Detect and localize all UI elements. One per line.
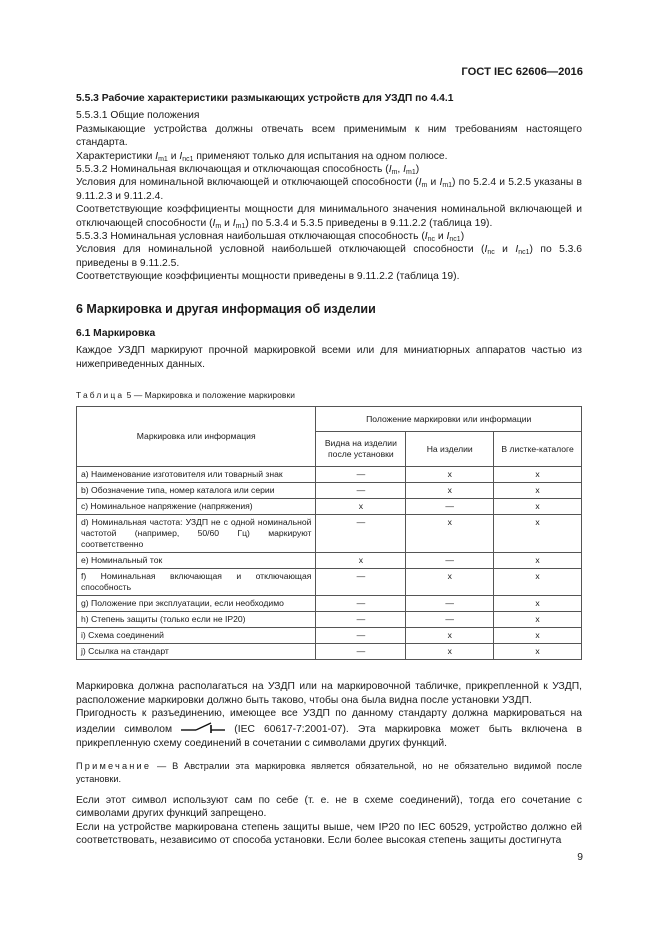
section-6-title: 6 Маркировка и другая информация об изделии: [76, 301, 376, 316]
table-header-on-product: На изделии: [406, 432, 494, 467]
table-cell-catalogue: x: [494, 483, 582, 499]
isolation-symbol-paragraph: Пригодность к разъединению, имеющее все УЗДП по данному стандарту должна маркироваться на изделии символом (IEC 60617-7:2001-07). Эта маркировка может быть включена в прикрепленную схему соединений в сочетании с символами других функций.: [76, 708, 582, 749]
characteristics-paragraph: Характеристики $I_{m1}$ и $I_{nc1}$ применяют только для испытания на одном полюсе.: [76, 150, 448, 163]
table-cell-on-product: —: [406, 596, 494, 612]
isolation-symbol-icon: [181, 721, 225, 737]
table-cell-on-product: —: [406, 612, 494, 628]
document-header: ГОСТ IEC 62606—2016: [461, 66, 583, 78]
table-cell-on-product: —: [406, 499, 494, 515]
table-row: [77, 499, 582, 515]
table-cell-visible: —: [316, 467, 406, 483]
section-5-5-3-3-title: 5.5.3.3 Номинальная условная наибольшая отключающая способность ($I_{nc}$ и $I_{nc1}$): [76, 231, 465, 244]
section-6-1-title: 6.1 Маркировка: [76, 327, 156, 339]
table-header-marking: Маркировка или информация: [77, 407, 316, 467]
table-cell-on-product: x: [406, 644, 494, 660]
table-cell-label: d) Номинальная частота: УЗДП не с одной номинальной частотой (например, 50/60 Гц) маркируют соответственно: [77, 515, 316, 553]
table-caption: Таблица 5 — Маркировка и положение маркировки: [76, 389, 296, 400]
table-row: [77, 644, 582, 660]
section-5-5-3-1-text: Размыкающие устройства должны отвечать всем применимым к ним требованиям настоящего стандарта.: [76, 123, 582, 149]
section-5-5-3-title: 5.5.3 Рабочие характеристики размыкающих устройств для УЗДП по 4.4.1: [76, 93, 454, 104]
table-cell-visible: x: [316, 499, 406, 515]
table-cell-visible: —: [316, 483, 406, 499]
table-cell-on-product: x: [406, 628, 494, 644]
conditions-paragraph-2: Условия для номинальной условной наибольшей отключающей способности ($I_{nc}$ и $I_{nc1}$) по 5.3.6 приведены в 9.11.2.5.: [76, 244, 582, 269]
table-cell-catalogue: x: [494, 499, 582, 515]
table-cell-label: f) Номинальная включающая и отключающая способность: [77, 569, 316, 596]
table-header-catalogue: В листке-каталоге: [494, 432, 582, 467]
table-cell-label: j) Ссылка на стандарт: [77, 644, 316, 660]
table-cell-catalogue: x: [494, 467, 582, 483]
table-cell-visible: x: [316, 553, 406, 569]
coefficients-paragraph-1: Соответствующие коэффициенты мощности для минимального значения номинальной включающей и отключающей способности ($I_m$ и $I_{m1}$) по 5.3.4 и 5.3.5 приведены в 9.11.2.2 (таблица 19).: [76, 204, 582, 230]
table-cell-on-product: —: [406, 553, 494, 569]
table-cell-on-product: x: [406, 569, 494, 596]
table-cell-label: g) Положение при эксплуатации, если необходимо: [77, 596, 316, 612]
table-cell-label: i) Схема соединений: [77, 628, 316, 644]
table-row: [77, 467, 582, 483]
table-cell-visible: —: [316, 596, 406, 612]
table-cell-catalogue: x: [494, 644, 582, 660]
page-number: 9: [577, 852, 583, 863]
coefficients-paragraph-2: Соответствующие коэффициенты мощности приведены в 9.11.2.2 (таблица 19).: [76, 271, 460, 283]
after-table-paragraph-3: Если этот символ используют сам по себе (т. е. не в схеме соединений), тогда его сочетание с символами других функций запрещено.: [76, 794, 582, 820]
note-paragraph: Примечание — В Австралии эта маркировка является обязательной, но не обязательно видимой после установки.: [76, 761, 582, 784]
table-header-visible: Видна на изделии после установки: [316, 432, 406, 467]
table-row: [77, 612, 582, 628]
table-row: [77, 628, 582, 644]
table-cell-label: h) Степень защиты (только если не IP20): [77, 612, 316, 628]
page-content: [76, 92, 582, 847]
table-cell-label: b) Обозначение типа, номер каталога или серии: [77, 483, 316, 499]
after-table-paragraph-1: Маркировка должна располагаться на УЗДП или на маркировочной табличке, прикрепленной к УЗДП, расположение маркировки должно быть таково, чтобы она была видна после установки УЗДП.: [76, 681, 582, 706]
table-row: [77, 483, 582, 499]
after-table-paragraph-4: Если на устройстве маркирована степень защиты выше, чем IP20 по IEC 60529, устройство должно ей соответствовать, независимо от способа установки. Если более высокая степень защиты достигнута: [76, 821, 582, 846]
table-cell-label: a) Наименование изготовителя или товарный знак: [77, 467, 316, 483]
section-5-5-3-1-title: 5.5.3.1 Общие положения: [76, 110, 200, 122]
table-cell-on-product: x: [406, 467, 494, 483]
table-cell-catalogue: x: [494, 596, 582, 612]
table-cell-label: e) Номинальный ток: [77, 553, 316, 569]
table-cell-catalogue: x: [494, 515, 582, 553]
section-6-1-text: Каждое УЗДП маркируют прочной маркировкой всеми или для миниатюрных аппаратов частью из нижеприведенных данных.: [76, 345, 582, 370]
table-cell-catalogue: x: [494, 553, 582, 569]
table-cell-catalogue: x: [494, 628, 582, 644]
table-cell-catalogue: x: [494, 569, 582, 596]
table-header-position-group: Положение маркировки или информации: [316, 407, 582, 432]
table-row: [77, 596, 582, 612]
table-cell-catalogue: x: [494, 612, 582, 628]
table-cell-label: c) Номинальное напряжение (напряжения): [77, 499, 316, 515]
table-cell-visible: —: [316, 644, 406, 660]
marking-table: [76, 406, 582, 660]
table-row: [77, 553, 582, 569]
table-cell-visible: —: [316, 612, 406, 628]
conditions-paragraph-1: Условия для номинальной включающей и отключающей способности ($I_m$ и $I_{m1}$) по 5.2.4 и 5.2.5 указаны в 9.11.2.3 и 9.11.2.4.: [76, 177, 582, 202]
table-cell-visible: —: [316, 628, 406, 644]
table-cell-on-product: x: [406, 515, 494, 553]
table-row: [77, 515, 582, 553]
table-cell-visible: —: [316, 569, 406, 596]
table-cell-visible: —: [316, 515, 406, 553]
table-cell-on-product: x: [406, 483, 494, 499]
table-row: [77, 569, 582, 596]
section-5-5-3-2-title: 5.5.3.2 Номинальная включающая и отключающая способность ($I_m$, $I_{m1}$): [76, 164, 420, 177]
